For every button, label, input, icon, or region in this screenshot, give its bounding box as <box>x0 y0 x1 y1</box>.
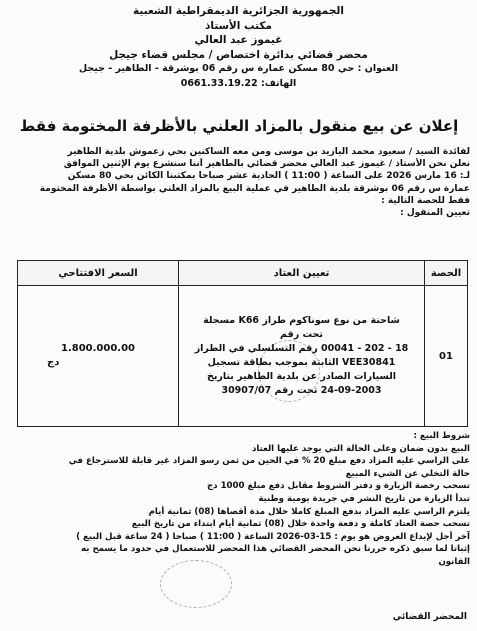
intro-line: عمارة س رقم 06 بوشرقة بلدية الطاهير في عملية البيع بالمزاد العلني بواسطة الأظرفة المختومة <box>39 183 470 194</box>
republic-line: الجمهورية الجزائرية الديمقراطية الشعبية <box>133 5 344 17</box>
intro-line: تعيين المنقول : <box>400 208 470 219</box>
header-price: السعر الافتتاحي <box>18 261 179 286</box>
lots-table <box>17 260 468 427</box>
sale-conditions <box>8 430 470 569</box>
condition-line: تسحب حصة العتاد كاملة و دفعة واحدة خلال (08) ثمانية أيام ابتداء من تاريخ البيع <box>131 519 470 530</box>
price-cell <box>18 286 179 427</box>
condition-line: البيع بدون ضمان وعلى الحالة التي يوجد عليها العتاد <box>251 443 470 454</box>
description-line: تحت رقم <box>280 329 323 340</box>
condition-line: القانون <box>438 556 470 567</box>
intro-line: فقط للحصة التالية : <box>381 195 470 206</box>
condition-line: تبدأ الزيارة من تاريخ النشر في جريدة يومية وطنية <box>258 493 470 504</box>
lot-number-cell: 01 <box>425 286 468 427</box>
condition-line: آخر أجل لإيداع العروض هو يوم : 15-03-2026 الساعة ( 11:00 ) صباحا ( 24 ساعة قبل البيع ) <box>76 531 470 542</box>
price-currency: دج <box>47 357 60 368</box>
office-line: مكتب الأستاذ <box>204 19 273 32</box>
official-stamp <box>258 340 320 402</box>
condition-line: يلتزم الراسي عليه المزاد بدفع المبلغ كاملا خلال مدة أقصاها (08) ثمانية أيام <box>148 506 470 517</box>
address-line: العنوان : حي 80 مسكن عمارة س رقم 06 بوشرقة - الطاهير - جيجل <box>78 63 399 74</box>
table-header-row <box>18 261 468 286</box>
bailiff-name: غيموز عبد العالي <box>194 34 283 46</box>
phone-line: الهاتف: 0661.33.19.22 <box>180 77 297 89</box>
letterhead <box>0 4 477 91</box>
header-description: تعيين العتاد <box>179 261 425 286</box>
official-stamp <box>160 560 232 608</box>
condition-line: حالة التخلي عن الشيء المبيع <box>345 468 470 479</box>
intro-line: لـ: 16 مارس 2026 على الساعة ( 11:00 ) الحادية عشر صباحا بمكتبنا الكائن بحي 80 مسكن <box>67 171 470 182</box>
intro-line: نعلن نحن الأستاذ / غيموز عبد العالي محضر قضائي بالطاهير أننا سنشرع يوم الإثنين الموافق <box>63 159 470 170</box>
signature-label: المحضر القضائي <box>392 612 467 622</box>
price-value: 1.800.000.00 <box>60 343 136 354</box>
intro-paragraph <box>8 146 470 219</box>
header-lot: الحصة <box>425 261 468 286</box>
intro-line: لفائدة السيد / سعيود محمد اليازيد بن موسى ومن معه الساكنين بحي زعموش بلدية الطاهير <box>67 147 470 157</box>
description-line: 24-09-2003 تحت رقم 30907/07 <box>221 385 382 396</box>
document-title: إعلان عن بيع منقول بالمزاد العلني بالأظرفة المختومة فقط <box>19 117 459 135</box>
table-row <box>18 286 468 427</box>
condition-line: إثباتا لما سبق ذكره حررنا نحن المحضر القضائي هذا المحضر للاستعمال في حدود ما يسمح به <box>81 544 470 555</box>
description-line: VEE30841 الثابتة بموجب بطاقة تسجيل <box>207 357 396 368</box>
description-line: 18 - 202 - 00041 رقم التسلسلي في الطراز <box>194 343 409 354</box>
description-line: السيارات الصادر عن بلدية الطاهير بتاريخ <box>206 371 397 382</box>
condition-line: تسحب رخصة الزيارة و دفتر الشروط مقابل دفع مبلغ 1000 دج <box>206 481 470 492</box>
bailiff-role: محضر قضائي بدائرة اختصاص / مجلس قضاء جيجل <box>109 48 368 61</box>
description-line: شاحنة من نوع سوناكوم طراز K66 مسجلة <box>203 315 400 326</box>
condition-line: على الراسي عليه المزاد دفع مبلغ 20 % في الحين من ثمن رسو المزاد غير قابلة للاسترجاع في <box>68 456 470 467</box>
conditions-heading: شروط البيع : <box>413 431 470 441</box>
